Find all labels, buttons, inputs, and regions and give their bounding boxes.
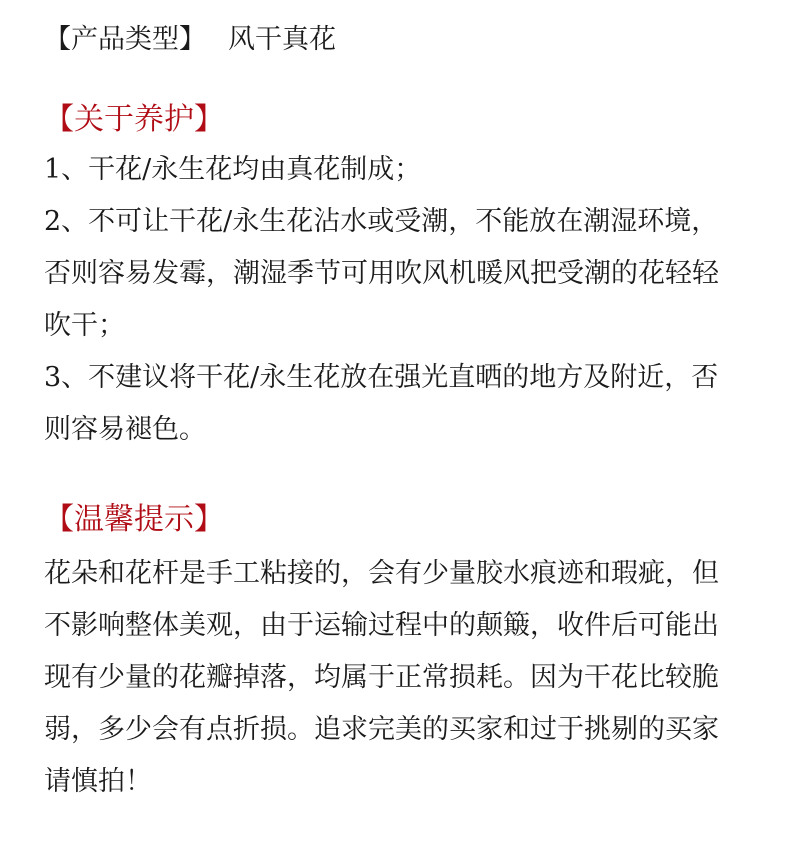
care-line: 则容易褪色。 xyxy=(44,414,206,445)
tips-line: 不影响整体美观，由于运输过程中的颠簸，收件后可能出 xyxy=(44,610,719,641)
tips-line: 请慎拍！ xyxy=(44,766,152,797)
tips-text xyxy=(44,548,764,808)
tips-line: 花朵和花杆是手工粘接的，会有少量胶水痕迹和瑕疵，但 xyxy=(44,558,719,589)
tips-heading: 【温馨提示】 xyxy=(44,502,224,537)
tips-line: 现有少量的花瓣掉落，均属于正常损耗。因为干花比较脆 xyxy=(44,662,719,693)
care-line: 1、干花/永生花均由真花制成； xyxy=(44,154,422,185)
care-heading: 【关于养护】 xyxy=(44,102,224,137)
product-type-line xyxy=(44,20,336,60)
care-instructions xyxy=(44,144,764,456)
care-line: 否则容易发霉，潮湿季节可用吹风机暖风把受潮的花轻轻 xyxy=(44,258,719,289)
product-type-value: 风干真花 xyxy=(228,24,336,55)
tips-line: 弱，多少会有点折损。追求完美的买家和过于挑剔的买家 xyxy=(44,714,719,745)
care-line: 3、不建议将干花/永生花放在强光直晒的地方及附近，否 xyxy=(44,362,719,393)
product-type-label: 【产品类型】 xyxy=(44,24,206,55)
care-line: 吹干； xyxy=(44,310,125,341)
care-line: 2、不可让干花/永生花沾水或受潮，不能放在潮湿环境， xyxy=(44,206,719,237)
